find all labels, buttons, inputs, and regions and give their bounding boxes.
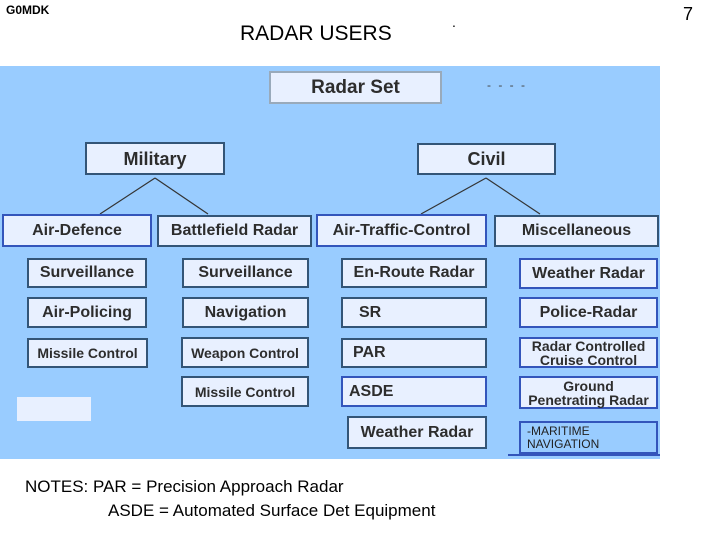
atc-item: En-Route Radar xyxy=(341,258,487,288)
air-defence-item: Air-Policing xyxy=(27,297,147,328)
page-number: 7 xyxy=(683,4,694,24)
battlefield-item: Navigation xyxy=(182,297,309,328)
battlefield-item: Surveillance xyxy=(182,258,309,288)
category-battlefield-radar: Battlefield Radar xyxy=(157,215,312,247)
atc-item: PAR xyxy=(341,338,487,368)
root-radar-set: Radar Set xyxy=(269,71,442,104)
notes xyxy=(25,475,435,523)
notes-line-asde: ASDE = Automated Surface Det Equipment xyxy=(108,501,436,520)
category-miscellaneous: Miscellaneous xyxy=(494,215,659,247)
battlefield-item: Missile Control xyxy=(181,376,309,407)
misc-item: Radar Controlled Cruise Control xyxy=(519,337,658,368)
category-air-traffic-control: Air-Traffic-Control xyxy=(316,214,487,247)
category-air-defence: Air-Defence xyxy=(2,214,152,247)
connector-military-battlefield xyxy=(155,178,208,214)
air-defence-item: Missile Control xyxy=(27,338,148,368)
page-title: RADAR USERS xyxy=(240,22,392,45)
node-military: Military xyxy=(85,142,225,175)
misc-item: -MARITIME NAVIGATION xyxy=(519,421,658,454)
atc-item: ASDE xyxy=(341,376,487,407)
stray-mark: . xyxy=(452,14,456,30)
node-civil: Civil xyxy=(417,143,556,175)
atc-item: Weather Radar xyxy=(347,416,487,449)
notes-line-par: NOTES: PAR = Precision Approach Radar xyxy=(25,477,344,496)
connector-civil-misc xyxy=(486,178,540,214)
battlefield-item: Weapon Control xyxy=(181,337,309,368)
connector-civil-atc xyxy=(421,178,486,214)
blank-patch xyxy=(17,397,91,421)
misc-item: Weather Radar xyxy=(519,258,658,289)
misc-item: Ground Penetrating Radar xyxy=(519,376,658,409)
atc-item: SR xyxy=(341,297,487,328)
misc-item: Police-Radar xyxy=(519,297,658,328)
air-defence-item: Surveillance xyxy=(27,258,147,288)
dash-marks: - - - - xyxy=(487,78,527,92)
connector-military-airdefence xyxy=(100,178,155,214)
slide-code: G0MDK xyxy=(6,3,50,17)
